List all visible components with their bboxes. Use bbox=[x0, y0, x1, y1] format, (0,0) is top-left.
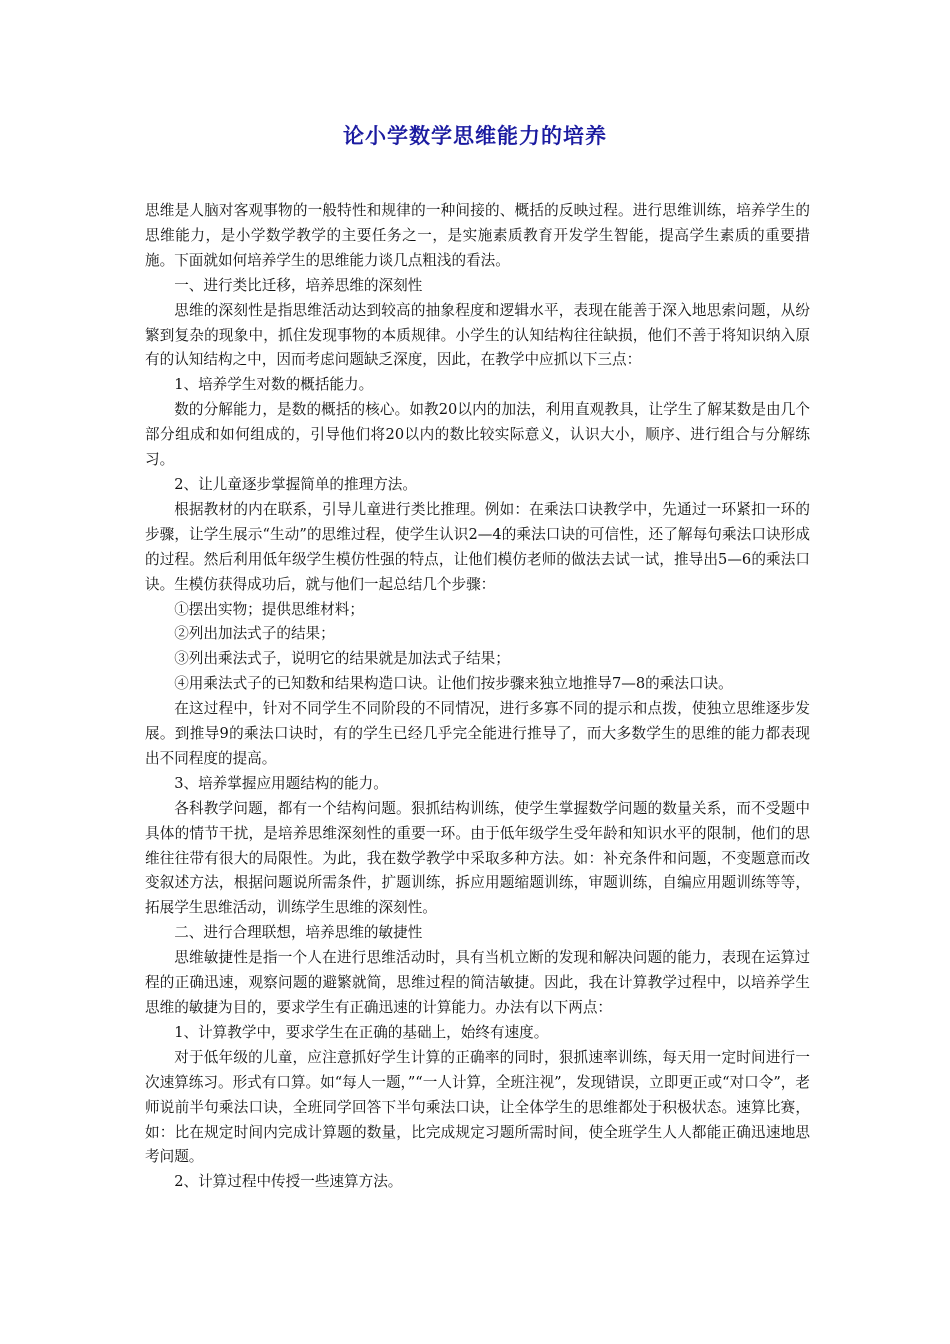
paragraph: 思维敏捷性是指一个人在进行思维活动时，具有当机立断的发现和解决问题的能力，表现在运算过程的正确迅速，观察问题的避繁就简，思维过程的简洁敏捷。因此，我在计算教学过程中，以培养学生思维的敏捷为目的，要求学生有正确迅速的计算能力。办法有以下两点： bbox=[145, 949, 810, 1016]
paragraph: ④用乘法式子的已知数和结果构造口诀。让他们按步骤来独立地推导7—8的乘法口诀。 bbox=[174, 675, 733, 693]
paragraph: 数的分解能力，是数的概括的核心。如教20以内的加法，利用直观教具，让学生了解某数是由几个部分组成和如何组成的，引导他们将20以内的数比较实际意义，认识大小，顺序、进行组合与分解练习。 bbox=[145, 401, 810, 469]
paragraph: 3、培养掌握应用题结构的能力。 bbox=[174, 774, 388, 792]
paragraph: 根据教材的内在联系，引导儿童进行类比推理。例如：在乘法口诀教学中，先通过一环紧扣一环的步骤，让学生展示“生动”的思维过程，使学生认识2—4的乘法口诀的可信性，还了解每句乘法口诀形成的过程。然后利用低年级学生模仿性强的特点，让他们模仿老师的做法去试一试，推导出5—6的乘法口诀。生模仿获得成功后，就与他们一起总结几个步骤： bbox=[145, 500, 810, 593]
paragraph: 在这过程中，针对不同学生不同阶段的不同情况，进行多寡不同的提示和点拨，使独立思维逐步发展。到推导9的乘法口诀时，有的学生已经几乎完全能进行推导了，而大多数学生的思维的能力都表现出不同程度的提高。 bbox=[145, 700, 810, 767]
document-body bbox=[145, 199, 810, 1195]
paragraph: 一、进行类比迁移，培养思维的深刻性 bbox=[174, 276, 423, 294]
paragraph: 2、让儿童逐步掌握简单的推理方法。 bbox=[174, 475, 417, 493]
paragraph: 思维的深刻性是指思维活动达到较高的抽象程度和逻辑水平，表现在能善于深入地思索问题，从纷繁到复杂的现象中，抓住发现事物的本质规律。小学生的认知结构往往缺损，他们不善于将知识纳入原有的认知结构之中，因而考虑问题缺乏深度，因此，在教学中应抓以下三点： bbox=[145, 301, 810, 369]
paragraph: ③列出乘法式子，说明它的结果就是加法式子结果； bbox=[174, 650, 510, 668]
paragraph: 对于低年级的儿童，应注意抓好学生计算的正确率的同时，狠抓速率训练，每天用一定时间进行一次速算练习。形式有口算。如“每人一题，”“一人计算，全班注视”，发现错误，立即更正或“对口令”，老师说前半句乘法口诀，全班同学回答下半句乘法口诀，让全体学生的思维都处于积极状态。速算比赛，如：比在规定时间内完成计算题的数量，比完成规定习题所需时间，使全班学生人人都能正确迅速地思考问题。 bbox=[145, 1048, 810, 1166]
paragraph: 二、进行合理联想，培养思维的敏捷性 bbox=[174, 924, 423, 942]
paragraph: ②列出加法式子的结果； bbox=[174, 625, 335, 643]
paragraph: 1、培养学生对数的概括能力。 bbox=[174, 376, 374, 394]
paragraph: 1、计算教学中，要求学生在正确的基础上，始终有速度。 bbox=[174, 1023, 549, 1041]
paragraph: 各科教学问题，都有一个结构问题。狠抓结构训练，使学生掌握数学问题的数量关系，而不受题中具体的情节干扰，是培养思维深刻性的重要一环。由于低年级学生受年龄和知识水平的限制，他们的思维往往带有很大的局限性。为此，我在数学教学中采取多种方法。如：补充条件和问题，不变题意而改变叙述方法，根据问题说所需条件，扩题训练，拆应用题缩题训练，审题训练，自编应用题训练等等，拓展学生思维活动，训练学生思维的深刻性。 bbox=[145, 799, 810, 917]
paragraph: 思维是人脑对客观事物的一般特性和规律的一种间接的、概括的反映过程。进行思维训练，培养学生的思维能力，是小学数学教学的主要任务之一，是实施素质教育开发学生智能，提高学生素质的重要措施。下面就如何培养学生的思维能力谈几点粗浅的看法。 bbox=[145, 202, 810, 269]
paragraph: ①摆出实物；提供思维材料； bbox=[174, 600, 364, 618]
document-title: 论小学数学思维能力的培养 bbox=[343, 124, 607, 148]
paragraph: 2、计算过程中传授一些速算方法。 bbox=[174, 1173, 403, 1191]
